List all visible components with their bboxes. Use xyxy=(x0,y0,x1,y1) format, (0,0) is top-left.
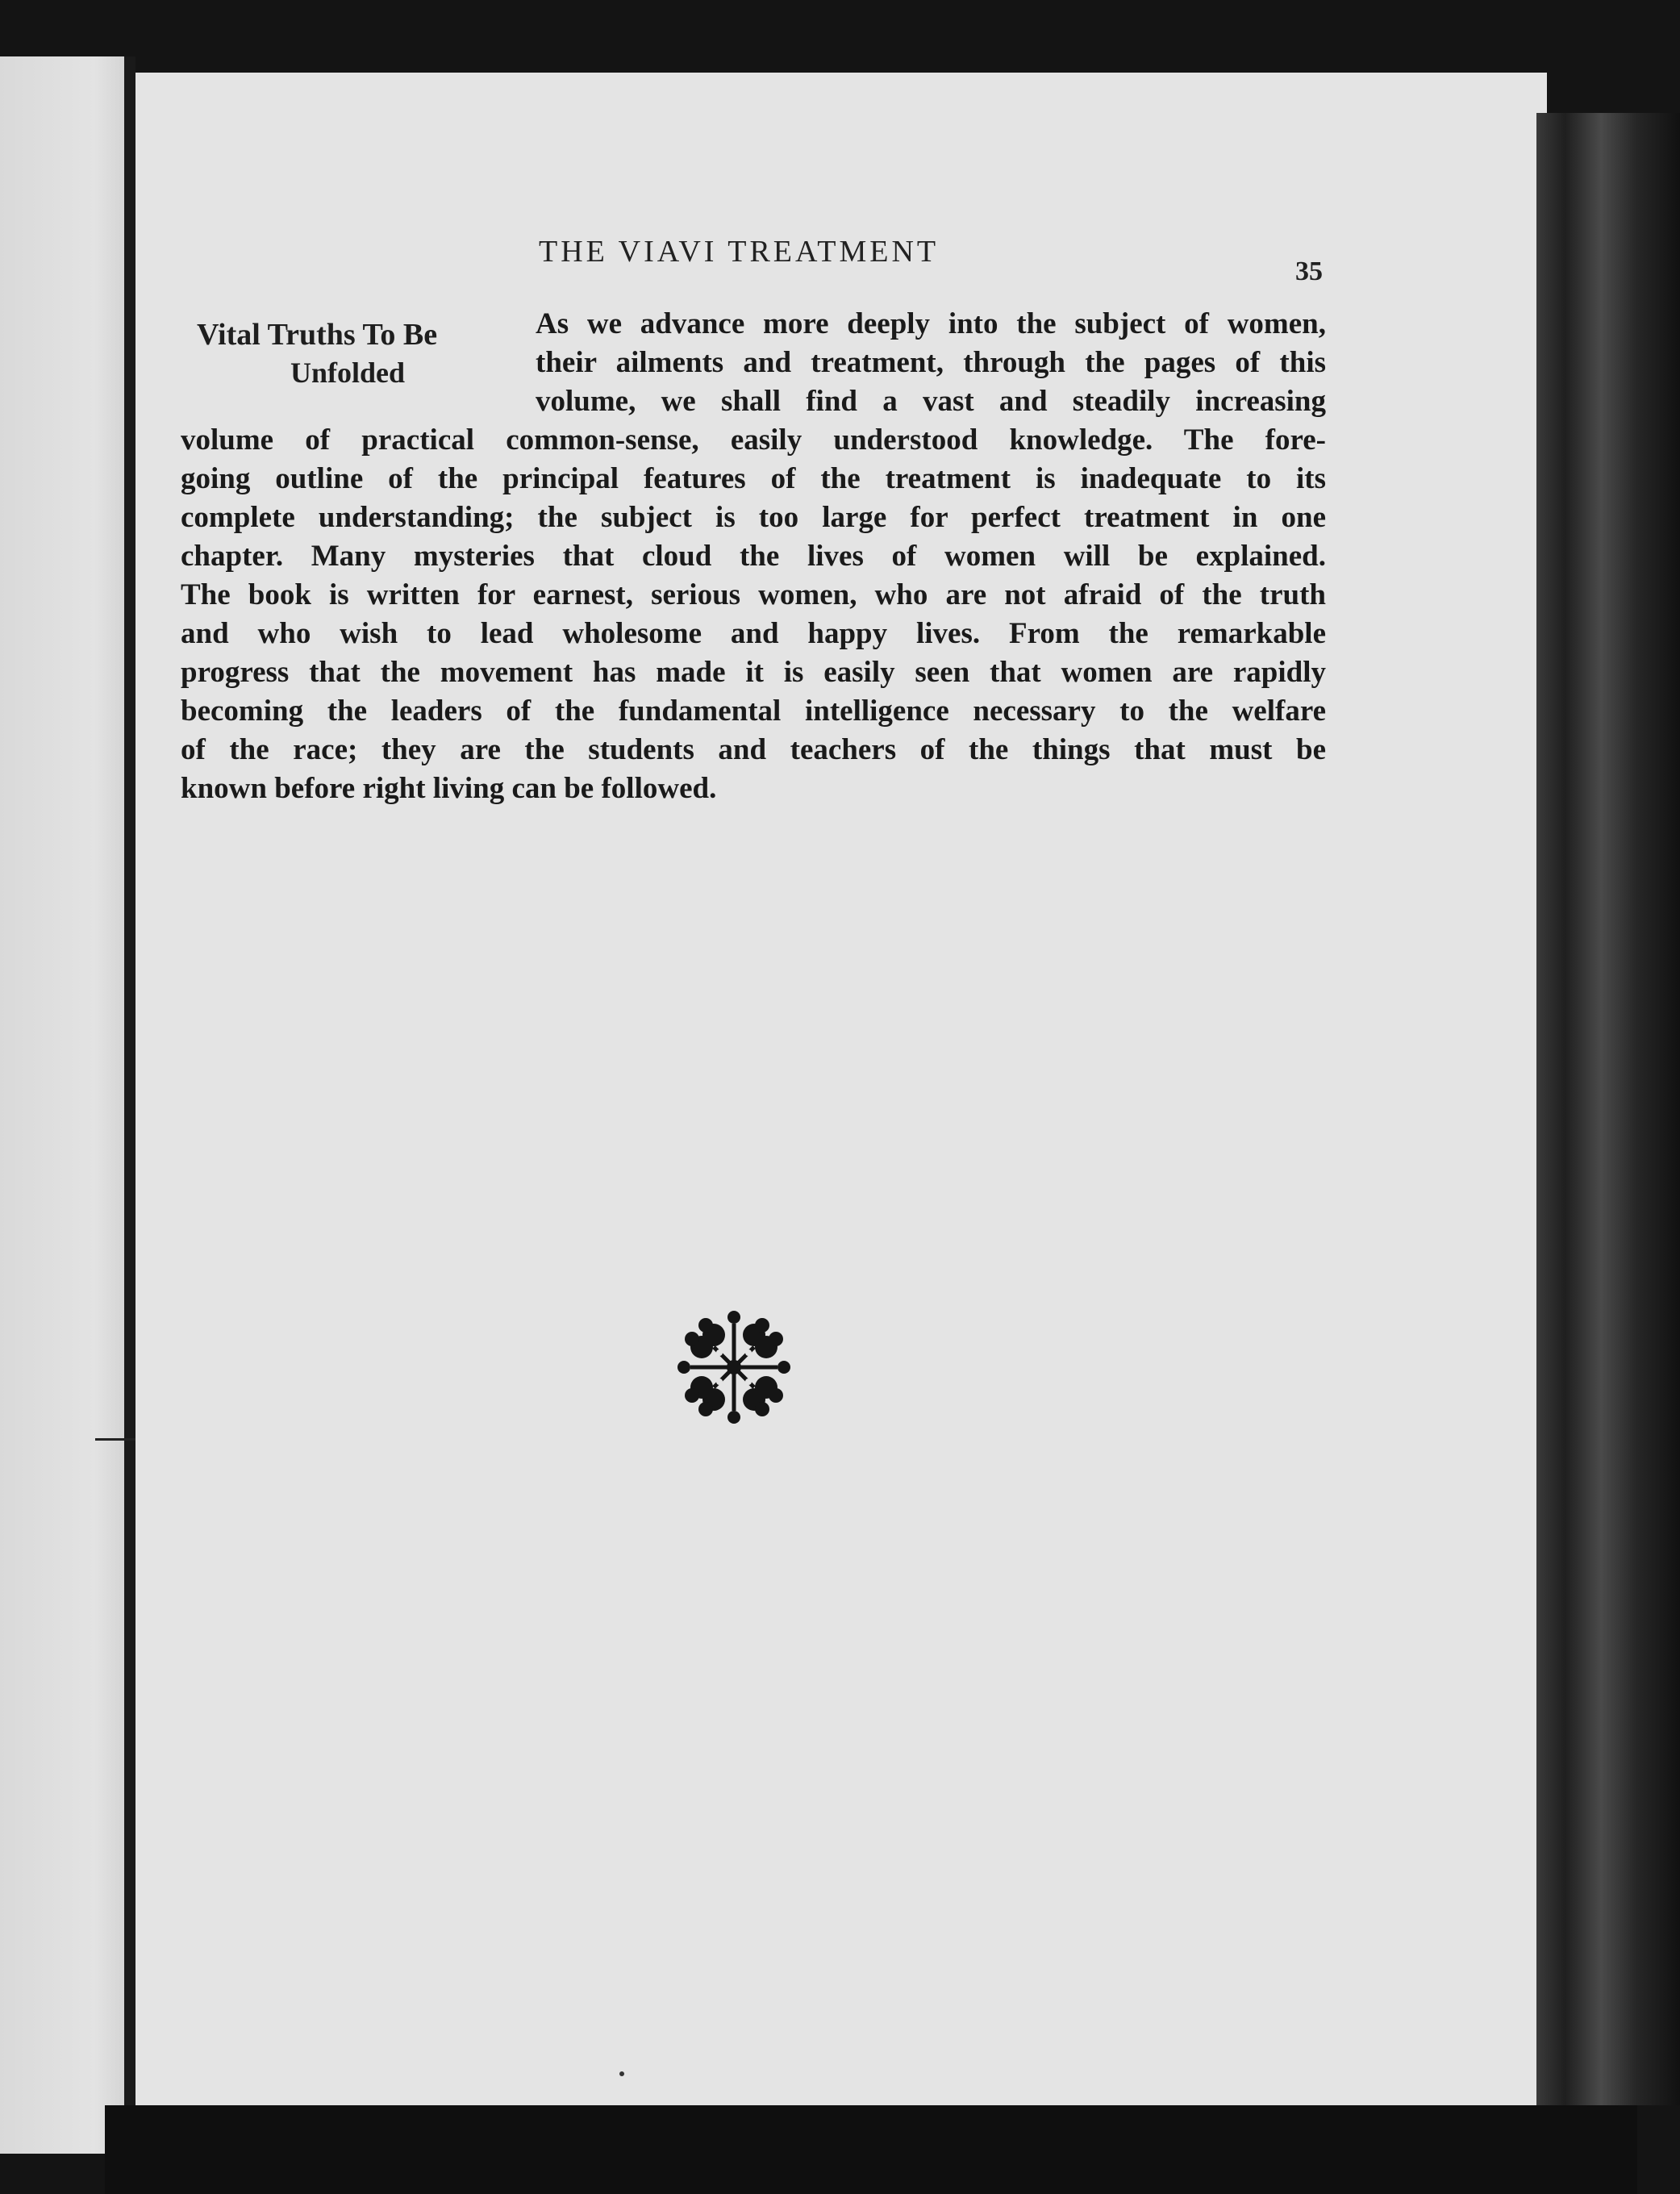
floral-ornament-icon xyxy=(669,1303,798,1432)
body-line: their ailments and treatment, through the pages of this xyxy=(536,346,1326,379)
body-line: known before right living can be followed. xyxy=(181,772,717,805)
bottom-shadow xyxy=(105,2105,1637,2194)
body-line: going outline of the principal features of the treatment is inadequate to its xyxy=(181,462,1326,495)
page-edges xyxy=(1536,113,1680,2105)
body-line: chapter. Many mysteries that cloud the lives of women will be explained. xyxy=(181,540,1326,573)
gutter-shadow xyxy=(124,56,135,2154)
side-heading-line-2: Unfolded xyxy=(290,357,406,389)
body-line: of the race; they are the students and teachers of the things that must be xyxy=(181,733,1326,766)
side-heading-line-1: Vital Truths To Be xyxy=(197,318,438,352)
body-line: complete understanding; the subject is too large for perfect treatment in one xyxy=(181,501,1326,534)
body-line: As we advance more deeply into the subject of women, xyxy=(536,307,1326,340)
body-line: and who wish to lead wholesome and happy lives. From the remarkable xyxy=(181,617,1326,650)
body-paragraph xyxy=(181,305,1326,808)
page-number: 35 xyxy=(1295,257,1323,286)
body-line: progress that the movement has made it is easily seen that women are rapidly xyxy=(181,656,1326,689)
running-head: THE VIAVI TREATMENT xyxy=(539,235,940,269)
body-line: volume, we shall find a vast and steadily increasing xyxy=(536,385,1326,418)
speck xyxy=(619,2071,624,2076)
body-line: The book is written for earnest, serious women, who are not afraid of the truth xyxy=(181,578,1326,611)
body-line: becoming the leaders of the fundamental intelligence necessary to the welfare xyxy=(181,694,1326,728)
body-line: volume of practical common-sense, easily understood knowledge. The fore- xyxy=(181,423,1326,457)
previous-page xyxy=(0,56,135,2154)
